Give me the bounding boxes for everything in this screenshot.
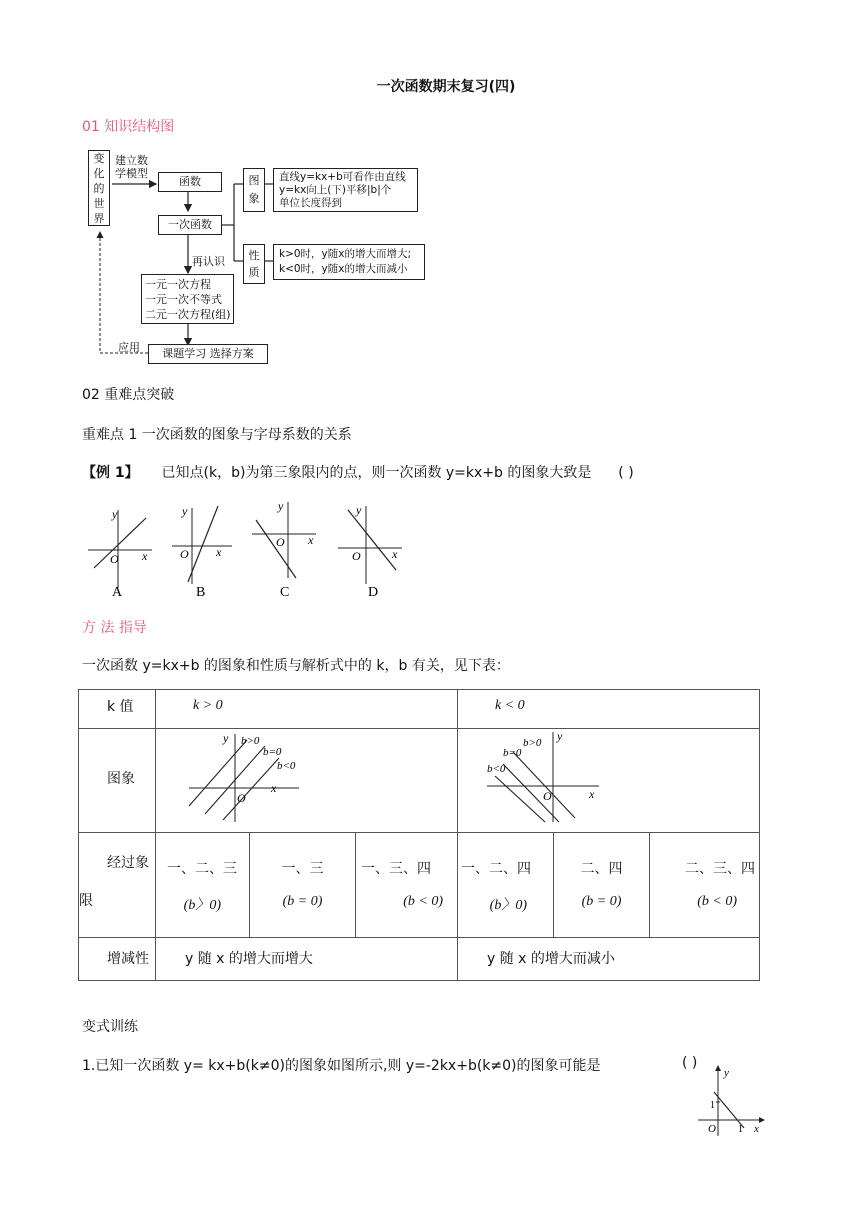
origin-label: O (276, 535, 285, 549)
property-label-char: 质 (248, 266, 260, 279)
axis-y-label: y (557, 730, 563, 743)
quadrant-cell: 二、四 (580, 861, 623, 877)
linear-function-box: 一次函数 (158, 215, 222, 235)
option-a-label: A (112, 585, 123, 600)
axis-x-label: x (271, 781, 277, 795)
row-label-trend: 增减性 (107, 951, 149, 967)
axis-tick-one: 1 (738, 1124, 743, 1135)
image-label-char: 象 (248, 192, 260, 205)
quadrant-cell: 一、三、四 (361, 861, 431, 877)
example-label: 【例 1】 (82, 465, 139, 481)
option-c-label: C (280, 585, 290, 600)
section-heading-key-points: 02 重难点突破 (82, 387, 175, 403)
equations-box (141, 274, 234, 324)
origin-label: O (352, 549, 361, 563)
image-desc-box (273, 168, 418, 212)
model-label-line: 学模型 (115, 167, 148, 180)
row-label-quadrant-2: 限 (79, 893, 93, 909)
axis-x-label: x (308, 533, 314, 547)
question-1: 1.已知一次函数 y= kx+b(k≠0)的图象如图所示,则 y=-2kx+b(k≠0)的图象可能是 (82, 1058, 601, 1074)
image-desc-line: 单位长度得到 (279, 197, 342, 209)
condition-cell: (b < 0) (403, 894, 443, 909)
option-graph-c (252, 499, 316, 600)
graph-label: b=0 (263, 746, 282, 758)
axis-y-label: y (182, 504, 188, 518)
row-label-k: k 值 (107, 699, 134, 715)
origin-label: O (237, 791, 246, 805)
world-box (88, 150, 110, 226)
k-negative-header: k < 0 (495, 698, 525, 713)
graph-label: b>0 (241, 735, 260, 747)
equation-line: 一元一次不等式 (145, 293, 222, 306)
condition-cell: (b < 0) (697, 894, 737, 909)
condition-cell: (b = 0) (282, 894, 323, 909)
axis-x-label: x (589, 787, 595, 801)
properties-table (78, 689, 760, 981)
property-label-box (243, 244, 265, 284)
model-label (115, 154, 148, 180)
image-label-box (243, 168, 265, 212)
image-desc-line: y=kx向上(下)平移|b|个 (279, 184, 392, 196)
option-graph-b (172, 504, 232, 600)
axis-y-label: y (356, 503, 362, 517)
row-label-image: 图象 (107, 771, 135, 787)
axis-y-label: y (278, 499, 284, 513)
quadrant-cell: 一、三 (281, 861, 324, 877)
origin-label: O (708, 1123, 716, 1135)
world-char: 变 (93, 152, 105, 165)
question-1-answer-bracket: ( ) (682, 1055, 698, 1071)
origin-label: O (180, 547, 189, 561)
property-desc-box (273, 244, 425, 280)
world-char: 世 (93, 197, 105, 210)
graph-k-positive (179, 730, 309, 830)
property-desc-line: k>0时，y随x的增大而增大; (279, 248, 412, 260)
page-title: 一次函数期末复习(四) (376, 79, 516, 95)
origin-label: O (543, 789, 552, 803)
option-b-label: B (196, 585, 206, 600)
equation-line: 一元一次方程 (145, 278, 211, 291)
trend-negative: y 随 x 的增大而减小 (487, 951, 615, 967)
axis-x-label: x (216, 545, 222, 559)
axis-y-label: y (724, 1067, 729, 1079)
section-heading-structure: 01 知识结构图 (82, 119, 175, 135)
quadrant-cell: 一、二、四 (461, 861, 531, 877)
image-label-char: 图 (248, 174, 260, 187)
recognize-label: 再认识 (192, 255, 225, 268)
property-desc-line: k<0时，y随x的增大而减小 (279, 263, 408, 275)
model-label-line: 建立数 (115, 154, 148, 167)
graph-label: b=0 (503, 747, 522, 759)
axis-x-label: x (142, 549, 148, 563)
world-char: 的 (93, 182, 105, 195)
function-box: 函数 (158, 172, 222, 192)
condition-cell: (b = 0) (581, 894, 622, 909)
equation-line: 二元一次方程(组) (145, 308, 231, 321)
apply-label: 应用 (118, 341, 140, 354)
axis-x-label: x (392, 547, 398, 561)
graph-label: b<0 (277, 760, 296, 772)
axis-tick-one: 1 (710, 1100, 715, 1111)
property-label-char: 性 (248, 249, 260, 262)
practice-heading: 变式训练 (82, 1019, 138, 1035)
world-char: 化 (93, 167, 105, 180)
world-char: 界 (93, 212, 105, 225)
row-label-quadrant: 经过象 (107, 855, 149, 871)
graph-k-negative (483, 730, 613, 830)
method-heading: 方 法 指导 (82, 620, 147, 636)
example-option-graphs (84, 498, 414, 602)
trend-positive: y 随 x 的增大而增大 (185, 951, 313, 967)
graph-label: b<0 (487, 763, 506, 775)
option-graph-d (338, 503, 402, 600)
question-1-graph (694, 1062, 768, 1138)
condition-cell: (b〉0) (183, 898, 221, 913)
graph-label: b>0 (523, 737, 542, 749)
k-positive-header: k > 0 (193, 698, 223, 713)
image-desc-line: 直线y=kx+b可看作由直线 (279, 171, 406, 183)
option-d-label: D (368, 585, 379, 600)
condition-cell: (b〉0) (489, 898, 527, 913)
example-1 (82, 462, 634, 482)
option-graph-a (88, 507, 152, 600)
project-box: 课题学习 选择方案 (148, 344, 268, 364)
intro-text: 一次函数 y=kx+b 的图象和性质与解析式中的 k，b 有关，见下表： (82, 658, 510, 674)
axis-y-label: y (223, 731, 229, 745)
axis-x-label: x (754, 1123, 759, 1135)
quadrant-cell: 一、二、三 (167, 861, 237, 877)
origin-label: O (110, 552, 119, 566)
example-answer-bracket: ( ) (618, 465, 634, 481)
key-point-heading: 重难点 1 一次函数的图象与字母系数的关系 (82, 427, 352, 443)
quadrant-cell: 二、三、四 (685, 861, 755, 877)
example-text: 已知点(k，b)为第三象限内的点，则一次函数 y=kx+b 的图象大致是 (161, 465, 592, 481)
axis-y-label: y (112, 507, 118, 521)
